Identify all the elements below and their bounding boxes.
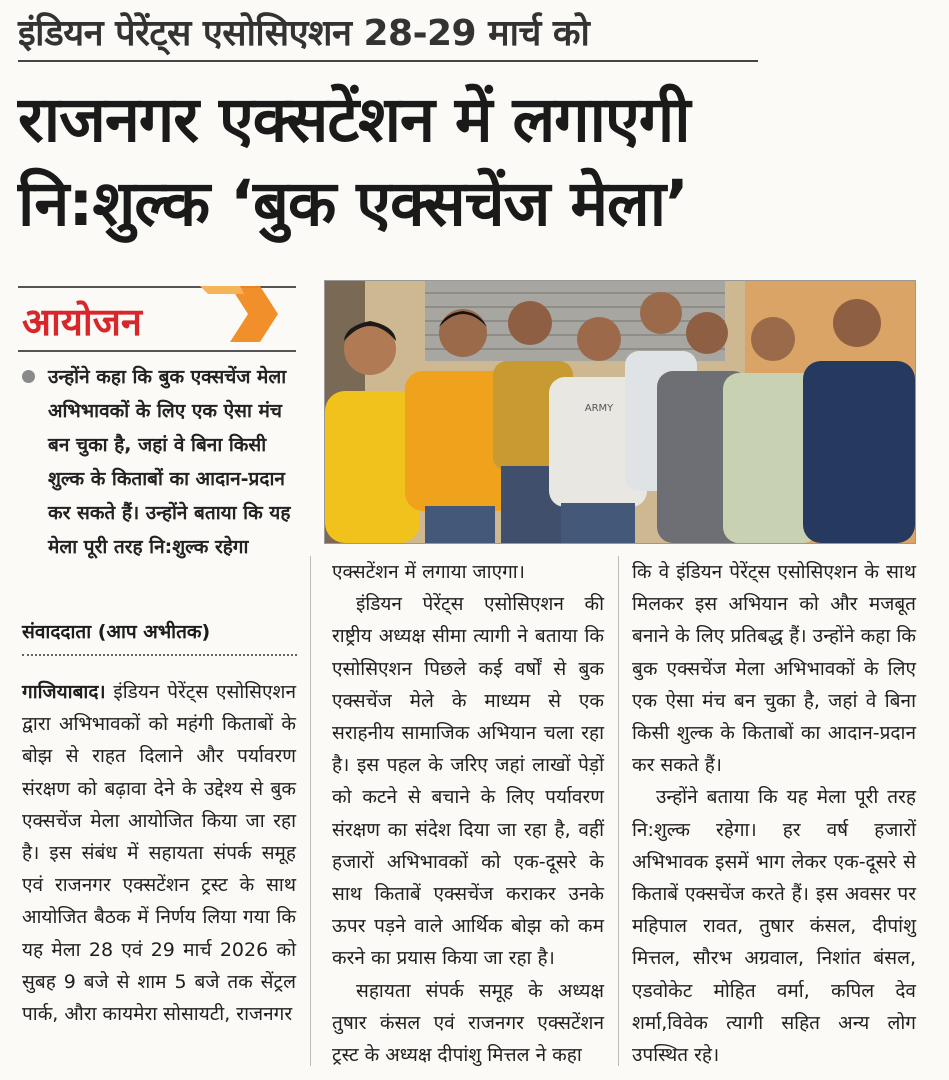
pull-quote-text: उन्होंने कहा कि बुक एक्सचेंज मेला अभिभावकों के लिए एक ऐसा मंच बन चुका है, जहां वे बिना किसी शुल्क के किताबों का आदान-प्रदान कर सकते हैं। उन्होंने बताया कि यह मेला पूरी तरह नि:शुल्क रहेगा: [48, 366, 291, 558]
column-divider-2: [618, 556, 619, 1066]
section-label: आयोजन: [22, 300, 143, 344]
column-1-text: इंडियन पेरेंट्स एसोसिएशन द्वारा अभिभावकों को महंगी किताबों के बोझ से राहत दिलाने और पर्यावरण संरक्षण को बढ़ावा देने के उद्देश्य से बुक एक्सचेंज मेला आयोजित किया जा रहा है। इस संबंध में सहायता संपर्क समूह एवं राजनगर एक्सटेंशन ट्रस्ट के साथ आयोजित बैठक में निर्णय लिया गया कि यह मेला 28 एवं 29 मार्च 2026 को सुबह 9 बजे से शाम 5 बजे तक सेंट्रल पार्क, औरा कायमेरा सोसायटी, राजनगर: [22, 681, 296, 1026]
group-photo: [324, 280, 916, 544]
main-headline: [18, 78, 928, 246]
column-3-paragraph-2: उन्होंने बताया कि यह मेला पूरी तरह नि:शुल्क रहेगा। हर वर्ष हजारों अभिभावक इसमें भाग लेकर एक-दूसरे से किताबें एक्सचेंज करते हैं। इस अवसर पर महिपाल रावत, तुषार कंसल, दीपांशु मित्तल, सौरभ अग्रवाल, निशांत बंसल, एडवोकेट मोहित वर्मा, कपिल देव शर्मा,विवेक त्यागी सहित अन्य लोग उपस्थित रहे।: [632, 786, 916, 1067]
section-rule-bottom: [18, 350, 296, 352]
column-2-paragraph-1: एक्सटेंशन में लगाया जाएगा।: [332, 561, 525, 583]
pull-quote: [22, 360, 297, 564]
tshirt-text: ARMY: [584, 403, 614, 414]
column-3-paragraph-1: कि वे इंडियन पेरेंट्स एसोसिएशन के साथ मिलकर इस अभियान को और मजबूत बनाने के लिए प्रतिबद्ध हैं। उन्होंने कहा कि बुक एक्सचेंज मेला अभिभावकों के लिए एक ऐसा मंच बन चुका है, जहां वे बिना किसी शुल्क के किताबों का आदान-प्रदान कर सकते हैं।: [632, 561, 916, 777]
bullet-icon: [22, 370, 35, 383]
byline: संवाददाता (आप अभीतक): [22, 616, 297, 656]
column-2-paragraph-3: सहायता संपर्क समूह के अध्यक्ष तुषार कंसल एवं राजनगर एक्सटेंशन ट्रस्ट के अध्यक्ष दीपांशु मित्तल ने कहा: [332, 979, 604, 1067]
column-divider-1: [310, 556, 311, 1066]
article-column-1: [22, 676, 296, 1030]
article-column-2: [332, 556, 604, 1071]
article-column-3: [632, 556, 916, 1071]
group-photo-illustration: [325, 281, 915, 543]
arrow-chevron-icon: [200, 286, 278, 342]
kicker-headline: इंडियन पेरेंट्स एसोसिएशन 28-29 मार्च को: [18, 8, 758, 62]
dateline: गाजियाबाद।: [22, 681, 106, 703]
headline-line-1: राजनगर एक्सटेंशन में लगाएगी: [18, 83, 690, 156]
headline-line-2: नि:शुल्क ‘बुक एक्सचेंज मेला’: [18, 167, 688, 240]
column-2-paragraph-2: इंडियन पेरेंट्स एसोसिएशन की राष्ट्रीय अध्यक्ष सीमा त्यागी ने बताया कि एसोसिएशन पिछले कई वर्षों से बुक एक्सचेंज मेले के माध्यम से एक सराहनीय सामाजिक अभियान चला रहा है। इस पहल के जरिए जहां लाखों पेड़ों को कटने से बचाने के लिए पर्यावरण संरक्षण का संदेश दिया जा रहा है, वहीं हजारों अभिभावकों को एक-दूसरे के साथ किताबें एक्सचेंज कराकर उनके ऊपर पड़ने वाले आर्थिक बोझ को कम करने का प्रयास किया जा रहा है।: [332, 593, 604, 970]
